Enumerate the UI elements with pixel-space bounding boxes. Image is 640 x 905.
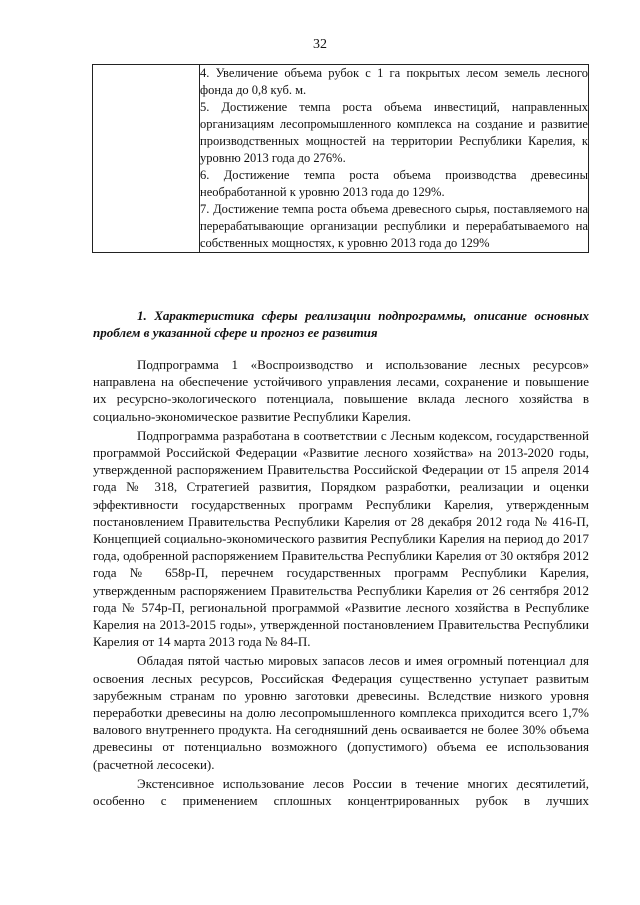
page-number: 32 bbox=[313, 37, 327, 52]
goals-cell bbox=[200, 65, 589, 253]
paragraph: Экстенсивное использование лесов России в течение многих десятилетий, особенно с применением сплошных концентрированных рубок в лучших bbox=[93, 775, 589, 809]
goal-item: 5. Достижение темпа роста объема инвестиций, направленных организациям лесопромышленного комплекса на создание и развитие производственных мощностей на территории Республики Карелия, к уровню 2013 года до 276%. bbox=[200, 100, 588, 165]
paragraph: Подпрограмма разработана в соответствии с Лесным кодексом, государственной программой Российской Федерации «Развитие лесного хозяйства» на 2013-2020 годы, утвержденной распоряжением Правительства Российской Федерации от 15 апреля 2014 года № 318, Стратегией развития, Порядком разработки, реализации и оценки эффективности государственных программ Республики Карелия, утвержденным постановлением Правительства Республики Карелия от 28 декабря 2012 года № 416-П, Концепцией социально-экономического развития Республики Карелия на период до 2017 года, одобренной распоряжением Правительства Республики Карелия от 30 октября 2012 года № 658р-П, перечнем государственных программ Республики Карелия, утвержденным распоряжением Правительства Республики Карелия от 26 сентября 2012 года № 574р-П, региональной программой «Развитие лесного хозяйства в Республике Карелия на 2013-2015 годы», утвержденной постановлением Правительства Республики Карелия от 14 марта 2013 года № 84-П. bbox=[93, 427, 589, 650]
goal-item: 4. Увеличение объема рубок с 1 га покрытых лесом земель лесного фонда до 0,8 куб. м. bbox=[200, 66, 588, 97]
paragraph: Обладая пятой частью мировых запасов лесов и имея огромный потенциал для освоения лесных ресурсов, Российская Федерация существенно уступает развитым зарубежным странам по уровню заготовки древесины. Вследствие низкого уровня переработки древесины на долю лесопромышленного комплекса приходится всего 1,7% валового внутреннего продукта. На сегодняшний день осваивается не более 30% объема древесины от потенциально возможного (допустимого) объема ее использования (расчетной лесосеки). bbox=[93, 653, 589, 772]
goals-table bbox=[92, 64, 589, 253]
goal-item: 6. Достижение темпа роста объема производства древесины необработанной к уровню 2013 года до 129%. bbox=[200, 168, 588, 199]
body-text bbox=[93, 356, 589, 811]
table-row bbox=[93, 65, 589, 253]
paragraph: Подпрограмма 1 «Воспроизводство и использование лесных ресурсов» направлена на обеспечение устойчивого управления лесами, сохранение и повышение их ресурсно-экологического потенциала, повышение вклада лесного хозяйства в социально-экономическое развитие Республики Карелия. bbox=[93, 357, 589, 424]
table-cell-empty bbox=[93, 65, 200, 253]
section-heading: 1. Характеристика сферы реализации подпрограммы, описание основных проблем в указанной сфере и прогноз ее развития bbox=[93, 308, 589, 340]
goal-item: 7. Достижение темпа роста объема древесного сырья, поставляемого на перерабатывающие организации республики и перерабатываемого на собственных мощностях, к уровню 2013 года до 129% bbox=[200, 202, 588, 250]
